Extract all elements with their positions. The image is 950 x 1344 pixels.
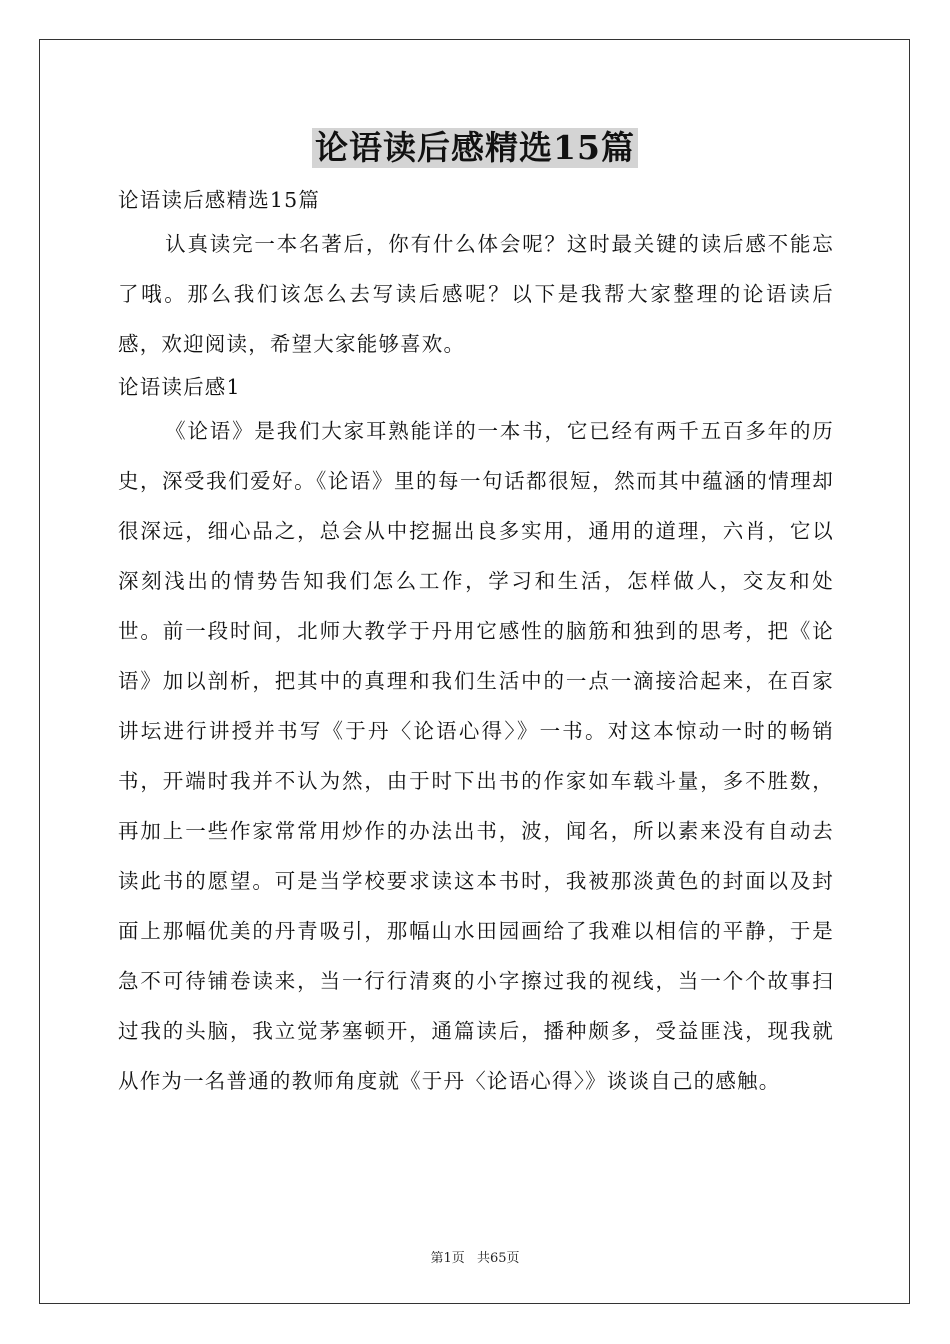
intro-paragraph: 认真读完一本名著后，你有什么体会呢？这时最关键的读后感不能忘了哦。那么我们该怎么去写读后感呢？以下是我帮大家整理的论语读后感，欢迎阅读，希望大家能够喜欢。 (118, 232, 834, 356)
page-total: 共65页 (476, 1251, 520, 1266)
page-number: 第1页 (430, 1251, 465, 1266)
document-title: 论语读后感精选15篇 (312, 128, 638, 168)
body-paragraph: 《论语》是我们大家耳熟能详的一本书，它已经有两千五百多年的历史，深受我们爱好。《论语》里的每一句话都很短，然而其中蕴涵的情理却很深远，细心品之，总会从中挖掘出良多实用，通用的道理，六肖，它以深刻浅出的情势告知我们怎么工作，学习和生活，怎样做人，交友和处世。前一段时间，北师大教学于丹用它感性的脑筋和独到的思考，把《论语》加以剖析，把其中的真理和我们生活中的一点一滴接洽起来，在百家讲坛进行讲授并书写《于丹〈论语心得〉》一书。对这本惊动一时的畅销书，开端时我并不认为然，由于时下出书的作家如车载斗量，多不胜数，再加上一些作家常常用炒作的办法出书，波，闻名，所以素来没有自动去读此书的愿望。可是当学校要求读这本书时，我被那淡黄色的封面以及封面上那幅优美的丹青吸引，那幅山水田园画给了我难以相信的平静，于是急不可待铺卷读来，当一行行清爽的小字擦过我的视线，当一个个故事扫过我的头脑，我立觉茅塞顿开，通篇读后，播种颇多，受益匪浅，现我就从作为一名普通的教师角度就《于丹〈论语心得〉》谈谈自己的感触。 (118, 419, 834, 1093)
page-footer (0, 1247, 950, 1266)
title-container (0, 128, 950, 168)
section-heading: 论语读后感1 (118, 375, 241, 399)
document-body (118, 182, 834, 1106)
subtitle: 论语读后感精选15篇 (118, 188, 321, 212)
